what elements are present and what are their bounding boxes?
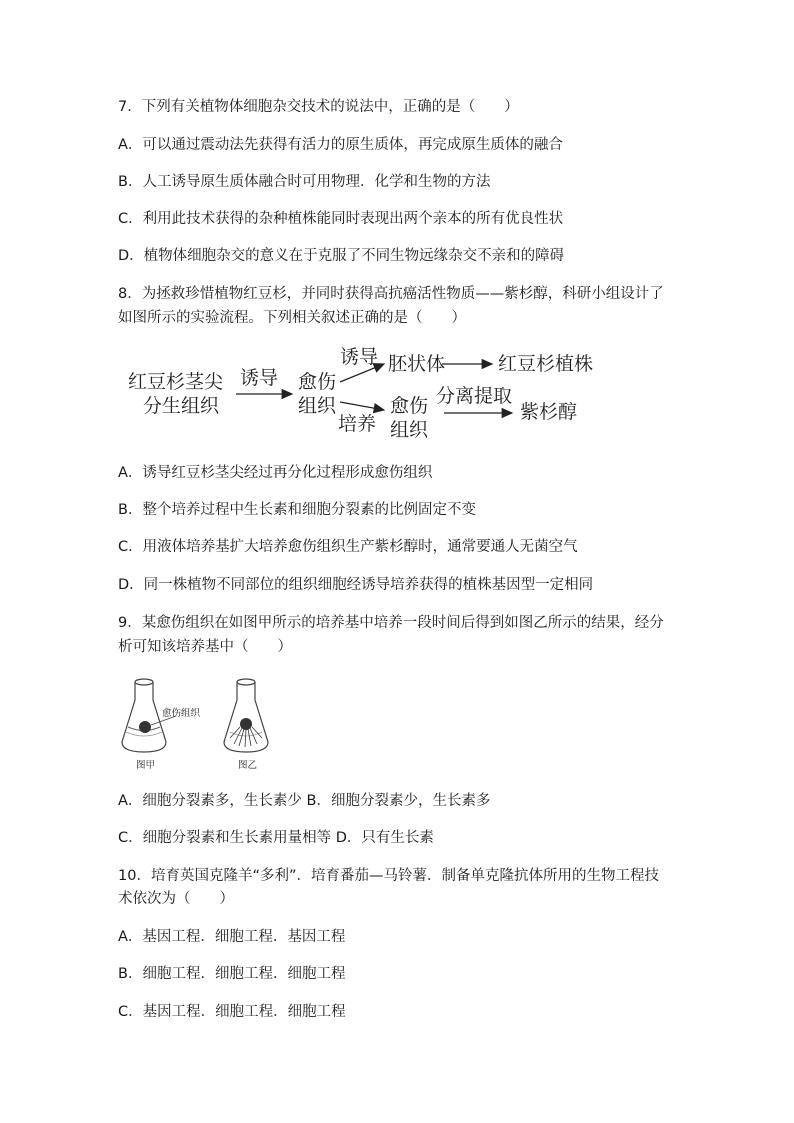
flow-source-line2: 分生组织 [143,395,220,417]
flow-branch-down-label: 培养 [338,413,377,435]
q10-stem-line2: 术依次为（ ） [118,891,234,907]
flow-callus2-line2: 组织 [390,419,429,441]
q8-stem-line1: 8．为拯救珍惜植物红豆杉，并同时获得高抗癌活性物质——紫杉醇，科研小组设计了 [118,286,664,302]
q8-stem-line2: 如图所示的实验流程。下列相关叙述正确的是（ ） [118,310,466,326]
q8-option-a: A．诱导红豆杉茎尖经过再分化过程形成愈伤组织 [118,465,433,481]
q10-option-a: A．基因工程．细胞工程．基因工程 [118,929,346,945]
flow-source-line1: 红豆杉茎尖 [128,371,224,393]
q8-option-b: B．整个培养过程中生长素和细胞分裂素的比例固定不变 [118,502,476,518]
q10-stem-line1: 10．培育英国克隆羊“多利”．培育番茄—马铃薯．制备单克隆抗体所用的生物工程技 [118,868,659,884]
flask-b [224,679,268,752]
flow-callus-line1: 愈伤 [298,371,337,393]
q7-option-c: C．利用此技术获得的杂种植株能同时表现出两个亲本的所有优良性状 [118,211,564,227]
q9-options-cd: C．细胞分裂素和生长素用量相等 D．只有生长素 [118,830,434,846]
q10-option-c: C．基因工程．细胞工程．细胞工程 [118,1004,346,1020]
q9-stem-line1: 9．某愈伤组织在如图甲所示的培养基中培养一段时间后得到如图乙所示的结果，经分 [118,615,664,631]
flow-embryoid: 胚状体 [388,353,446,375]
callus-a [139,721,151,733]
flow-arrow-down [340,402,384,410]
q10-option-b: B．细胞工程．细胞工程．细胞工程 [118,966,346,982]
q8-flow-diagram [118,340,618,446]
q8-option-c: C．用液体培养基扩大培养愈伤组织生产紫杉醇时，通常要通人无菌空气 [118,539,578,555]
flow-callus-line2: 组织 [298,395,337,417]
flow-taxol: 紫杉醇 [520,401,578,423]
flow-plant: 红豆杉植株 [498,353,594,375]
flask-callus-label: 愈伤组织 [162,708,201,719]
flow-branch-up-label: 诱导 [340,346,379,368]
fig-a-label: 图甲 [136,760,156,771]
flask-a [122,679,166,752]
flow-arrow1-label: 诱导 [240,367,279,389]
fig-b-label: 图乙 [238,760,258,771]
q7-option-a: A．可以通过震动法先获得有活力的原生质体，再完成原生质体的融合 [118,137,563,153]
flow-extract-label: 分离提取 [436,385,513,407]
q9-stem-line2: 析可知该培养基中（ ） [118,639,292,655]
q7-option-b: B．人工诱导原生质体融合时可用物理．化学和生物的方法 [118,174,491,190]
q7-option-d: D．植物体细胞杂交的意义在于克服了不同生物远缘杂交不亲和的障碍 [118,248,565,264]
q9-options-ab: A．细胞分裂素多，生长素少 B．细胞分裂素少，生长素多 [118,793,491,809]
q7-stem: 7．下列有关植物体细胞杂交技术的说法中，正确的是（ ） [118,99,519,115]
flow-callus2-line1: 愈伤 [390,395,429,417]
q8-option-d: D．同一株植物不同部位的组织细胞经诱导培养获得的植株基因型一定相同 [118,577,594,593]
q9-flask-figure [118,672,288,772]
roots [230,727,262,747]
